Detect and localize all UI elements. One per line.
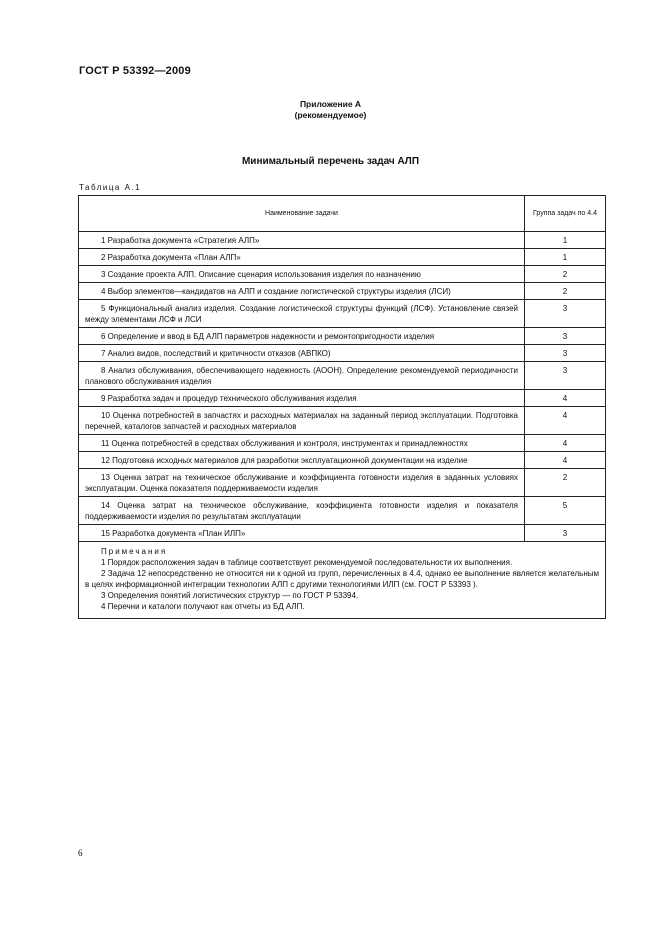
task-name-cell [79,328,525,345]
task-name: 10 Оценка потребностей в запчастях и расходных материалах на заданный период эксплуатации. Подготовка перечней, каталогов запчастей и расходных материалов [85,411,518,431]
task-name-cell [79,390,525,407]
task-name: 3 Создание проекта АЛП. Описание сценария использования изделия по назначению [101,270,421,279]
task-group-cell: 3 [525,362,606,390]
appendix-title: Приложение А [299,99,362,109]
column-header-task: Наименование задачи [79,196,525,232]
task-group-cell: 3 [525,345,606,362]
table-header-row [79,196,606,232]
task-group-cell: 1 [525,232,606,249]
task-group-cell: 5 [525,497,606,525]
task-name: 14 Оценка затрат на техническое обслуживание, коэффициента готовности изделия и показателя поддерживаемости изделия по результатам эксплуатации [85,501,518,521]
document-standard-header: ГОСТ Р 53392—2009 [79,65,191,77]
task-group-cell: 4 [525,407,606,435]
table-row [79,452,606,469]
task-group-cell: 2 [525,283,606,300]
notes-row [79,542,606,619]
page-number: 6 [78,848,83,858]
task-name-cell [79,345,525,362]
note-item: 3 Определения понятий логистических структур — по ГОСТ Р 53394. [101,591,359,600]
table-row [79,266,606,283]
table-row [79,362,606,390]
table-row [79,345,606,362]
task-name-cell [79,525,525,542]
task-name-cell [79,283,525,300]
task-name-cell [79,469,525,497]
task-name: 2 Разработка документа «План АЛП» [101,253,241,262]
tasks-table [78,195,606,619]
table-row [79,283,606,300]
task-name-cell [79,435,525,452]
task-group-cell: 3 [525,300,606,328]
task-name: 1 Разработка документа «Стратегия АЛП» [101,236,260,245]
task-name-cell [79,407,525,435]
notes-cell [79,542,606,619]
note-item: 4 Перечни и каталоги получают как отчеты из БД АЛП. [101,602,305,611]
notes-title: Примечания [101,547,168,556]
table-row [79,300,606,328]
task-group-cell: 2 [525,266,606,283]
task-group-cell: 4 [525,435,606,452]
task-name: 7 Анализ видов, последствий и критичности отказов (АВПКО) [101,349,331,358]
table-row [79,407,606,435]
task-name: 12 Подготовка исходных материалов для разработки эксплуатационной документации на изделие [101,456,468,465]
appendix-subtitle: (рекомендуемое) [294,110,367,120]
table-row [79,497,606,525]
task-name: 4 Выбор элементов—кандидатов на АЛП и создание логистической структуры изделия (ЛСИ) [101,287,451,296]
task-group-cell: 2 [525,469,606,497]
task-name: 15 Разработка документа «План ИЛП» [101,529,246,538]
task-name-cell [79,452,525,469]
table-row [79,328,606,345]
table-row [79,390,606,407]
task-name: 5 Функциональный анализ изделия. Создание логистической структуры функций (ЛСФ). Установление связей между элементами ЛСФ и ЛСИ [85,304,518,324]
task-name-cell [79,249,525,266]
task-group-cell: 1 [525,249,606,266]
task-name: 11 Оценка потребностей в средствах обслуживания и контроля, инструментах и принадлежностях [101,439,468,448]
table-row [79,232,606,249]
appendix-heading [0,99,661,121]
task-name-cell [79,266,525,283]
task-group-cell: 4 [525,452,606,469]
table-row [79,469,606,497]
table-row [79,435,606,452]
note-item: 1 Порядок расположения задач в таблице соответствует рекомендуемой последовательности их выполнения. [101,558,513,567]
document-title: Минимальный перечень задач АЛП [241,156,420,167]
task-name-cell [79,497,525,525]
task-name-cell [79,232,525,249]
task-name: 6 Определение и ввод в БД АЛП параметров надежности и ремонтопригодности изделия [101,332,435,341]
task-group-cell: 4 [525,390,606,407]
table-row [79,249,606,266]
table-row [79,525,606,542]
note-item: 2 Задача 12 непосредственно не относится ни к одной из групп, перечисленных в 4.4, однако ее выполнение является желательным в целях информационной интеграции технологии АЛП с другими технологиями ИЛП (см. ГОСТ Р 53393 ). [85,569,599,589]
table-caption: Таблица А.1 [79,183,142,192]
task-name: 13 Оценка затрат на техническое обслуживание и коэффициента готовности изделия в заданных условиях эксплуатации. Оценка показателя поддерживаемости изделия [85,473,518,493]
task-name-cell [79,362,525,390]
task-name-cell [79,300,525,328]
task-group-cell: 3 [525,525,606,542]
task-name: 8 Анализ обслуживания, обеспечивающего надежность (АООН). Определение рекомендуемой периодичности планового обслуживания изделия [85,366,518,386]
task-group-cell: 3 [525,328,606,345]
task-name: 9 Разработка задач и процедур технического обслуживания изделия [101,394,357,403]
column-header-group: Группа задач по 4.4 [525,196,606,232]
